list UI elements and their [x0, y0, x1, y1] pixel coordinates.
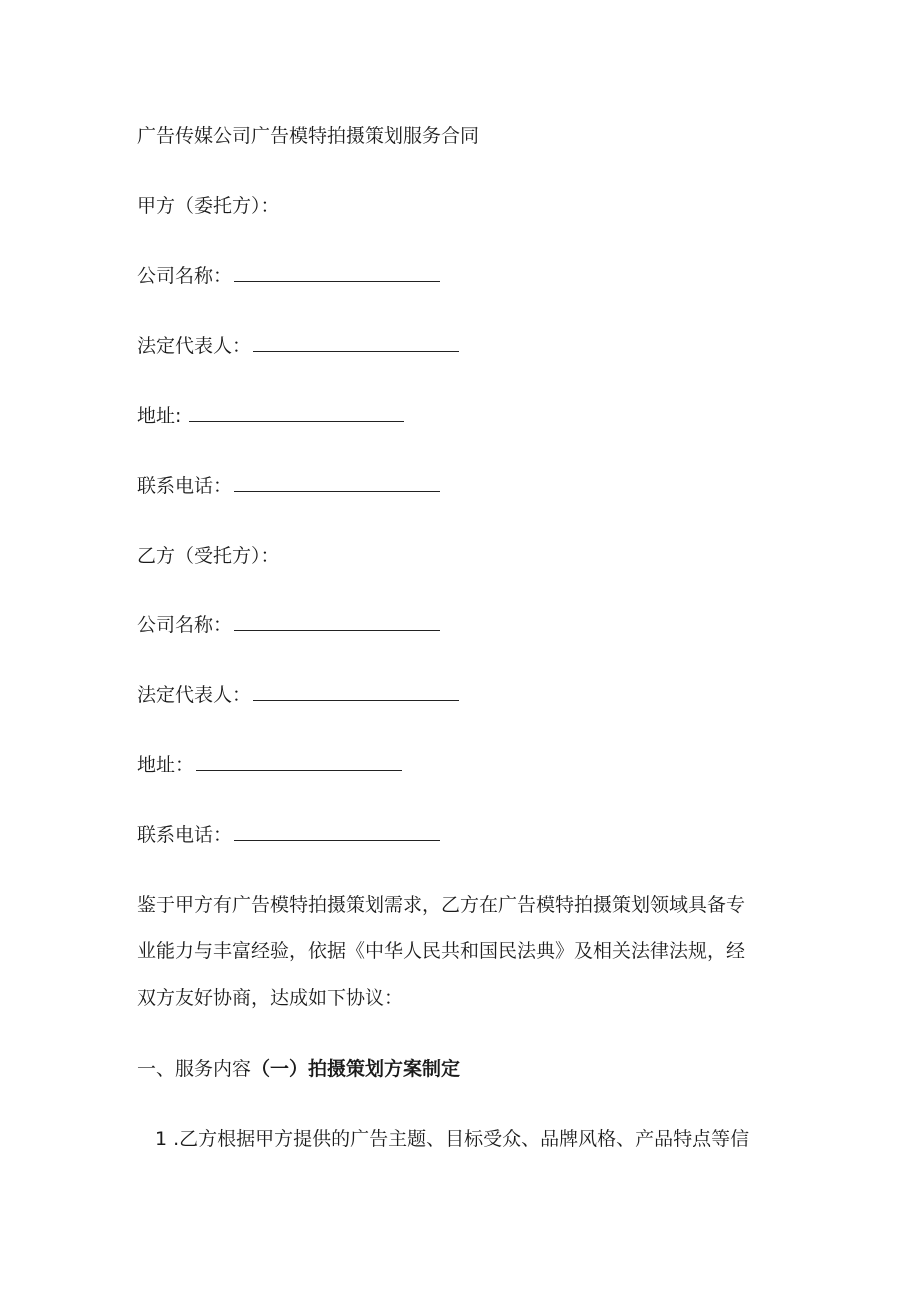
party-a-address-field [137, 403, 404, 429]
party-a-legal-rep-field [137, 333, 459, 359]
field-label: 联系电话： [137, 475, 233, 497]
field-label: 地址： [137, 754, 195, 776]
preamble-line-1: 鉴于甲方有广告模特拍摄策划需求，乙方在广告模特拍摄策划领域具备专 [137, 894, 746, 916]
field-label: 公司名称： [137, 614, 233, 636]
contract-title: 广告传媒公司广告模特拍摄策划服务合同 [137, 125, 480, 147]
field-label: 法定代表人： [137, 335, 252, 357]
preamble-line-3: 双方友好协商，达成如下协议： [137, 987, 404, 1009]
section-1-subtitle: （一）拍摄策划方案制定 [251, 1058, 461, 1080]
party-b-heading: 乙方（受托方）： [137, 545, 280, 567]
party-b-legal-rep-blank[interactable] [253, 682, 459, 701]
party-b-address-field [137, 752, 402, 778]
party-a-legal-rep-blank[interactable] [253, 333, 459, 352]
section-heading [137, 1056, 460, 1082]
party-a-phone-blank[interactable] [234, 473, 440, 492]
party-a-heading: 甲方（委托方）： [137, 195, 280, 217]
party-a-company-name-blank[interactable] [234, 263, 440, 282]
party-b-legal-rep-field [137, 682, 459, 708]
party-b-address-blank[interactable] [196, 752, 402, 771]
section-1-item-1: 1 .乙方根据甲方提供的广告主题、目标受众、品牌风格、产品特点等信 [155, 1128, 750, 1150]
field-label: 法定代表人： [137, 684, 252, 706]
party-b-company-name-field [137, 612, 440, 638]
party-b-phone-field [137, 822, 440, 848]
party-a-company-name-field [137, 263, 440, 289]
preamble-line-2: 业能力与丰富经验，依据《中华人民共和国民法典》及相关法律法规，经 [137, 940, 746, 962]
field-label: 公司名称： [137, 265, 233, 287]
party-b-company-name-blank[interactable] [234, 612, 440, 631]
party-b-phone-blank[interactable] [234, 822, 440, 841]
field-label: 地址: [137, 405, 188, 427]
section-1-title: 一、服务内容 [137, 1058, 252, 1080]
party-a-phone-field [137, 473, 440, 499]
party-a-address-blank[interactable] [189, 403, 404, 422]
field-label: 联系电话： [137, 824, 233, 846]
